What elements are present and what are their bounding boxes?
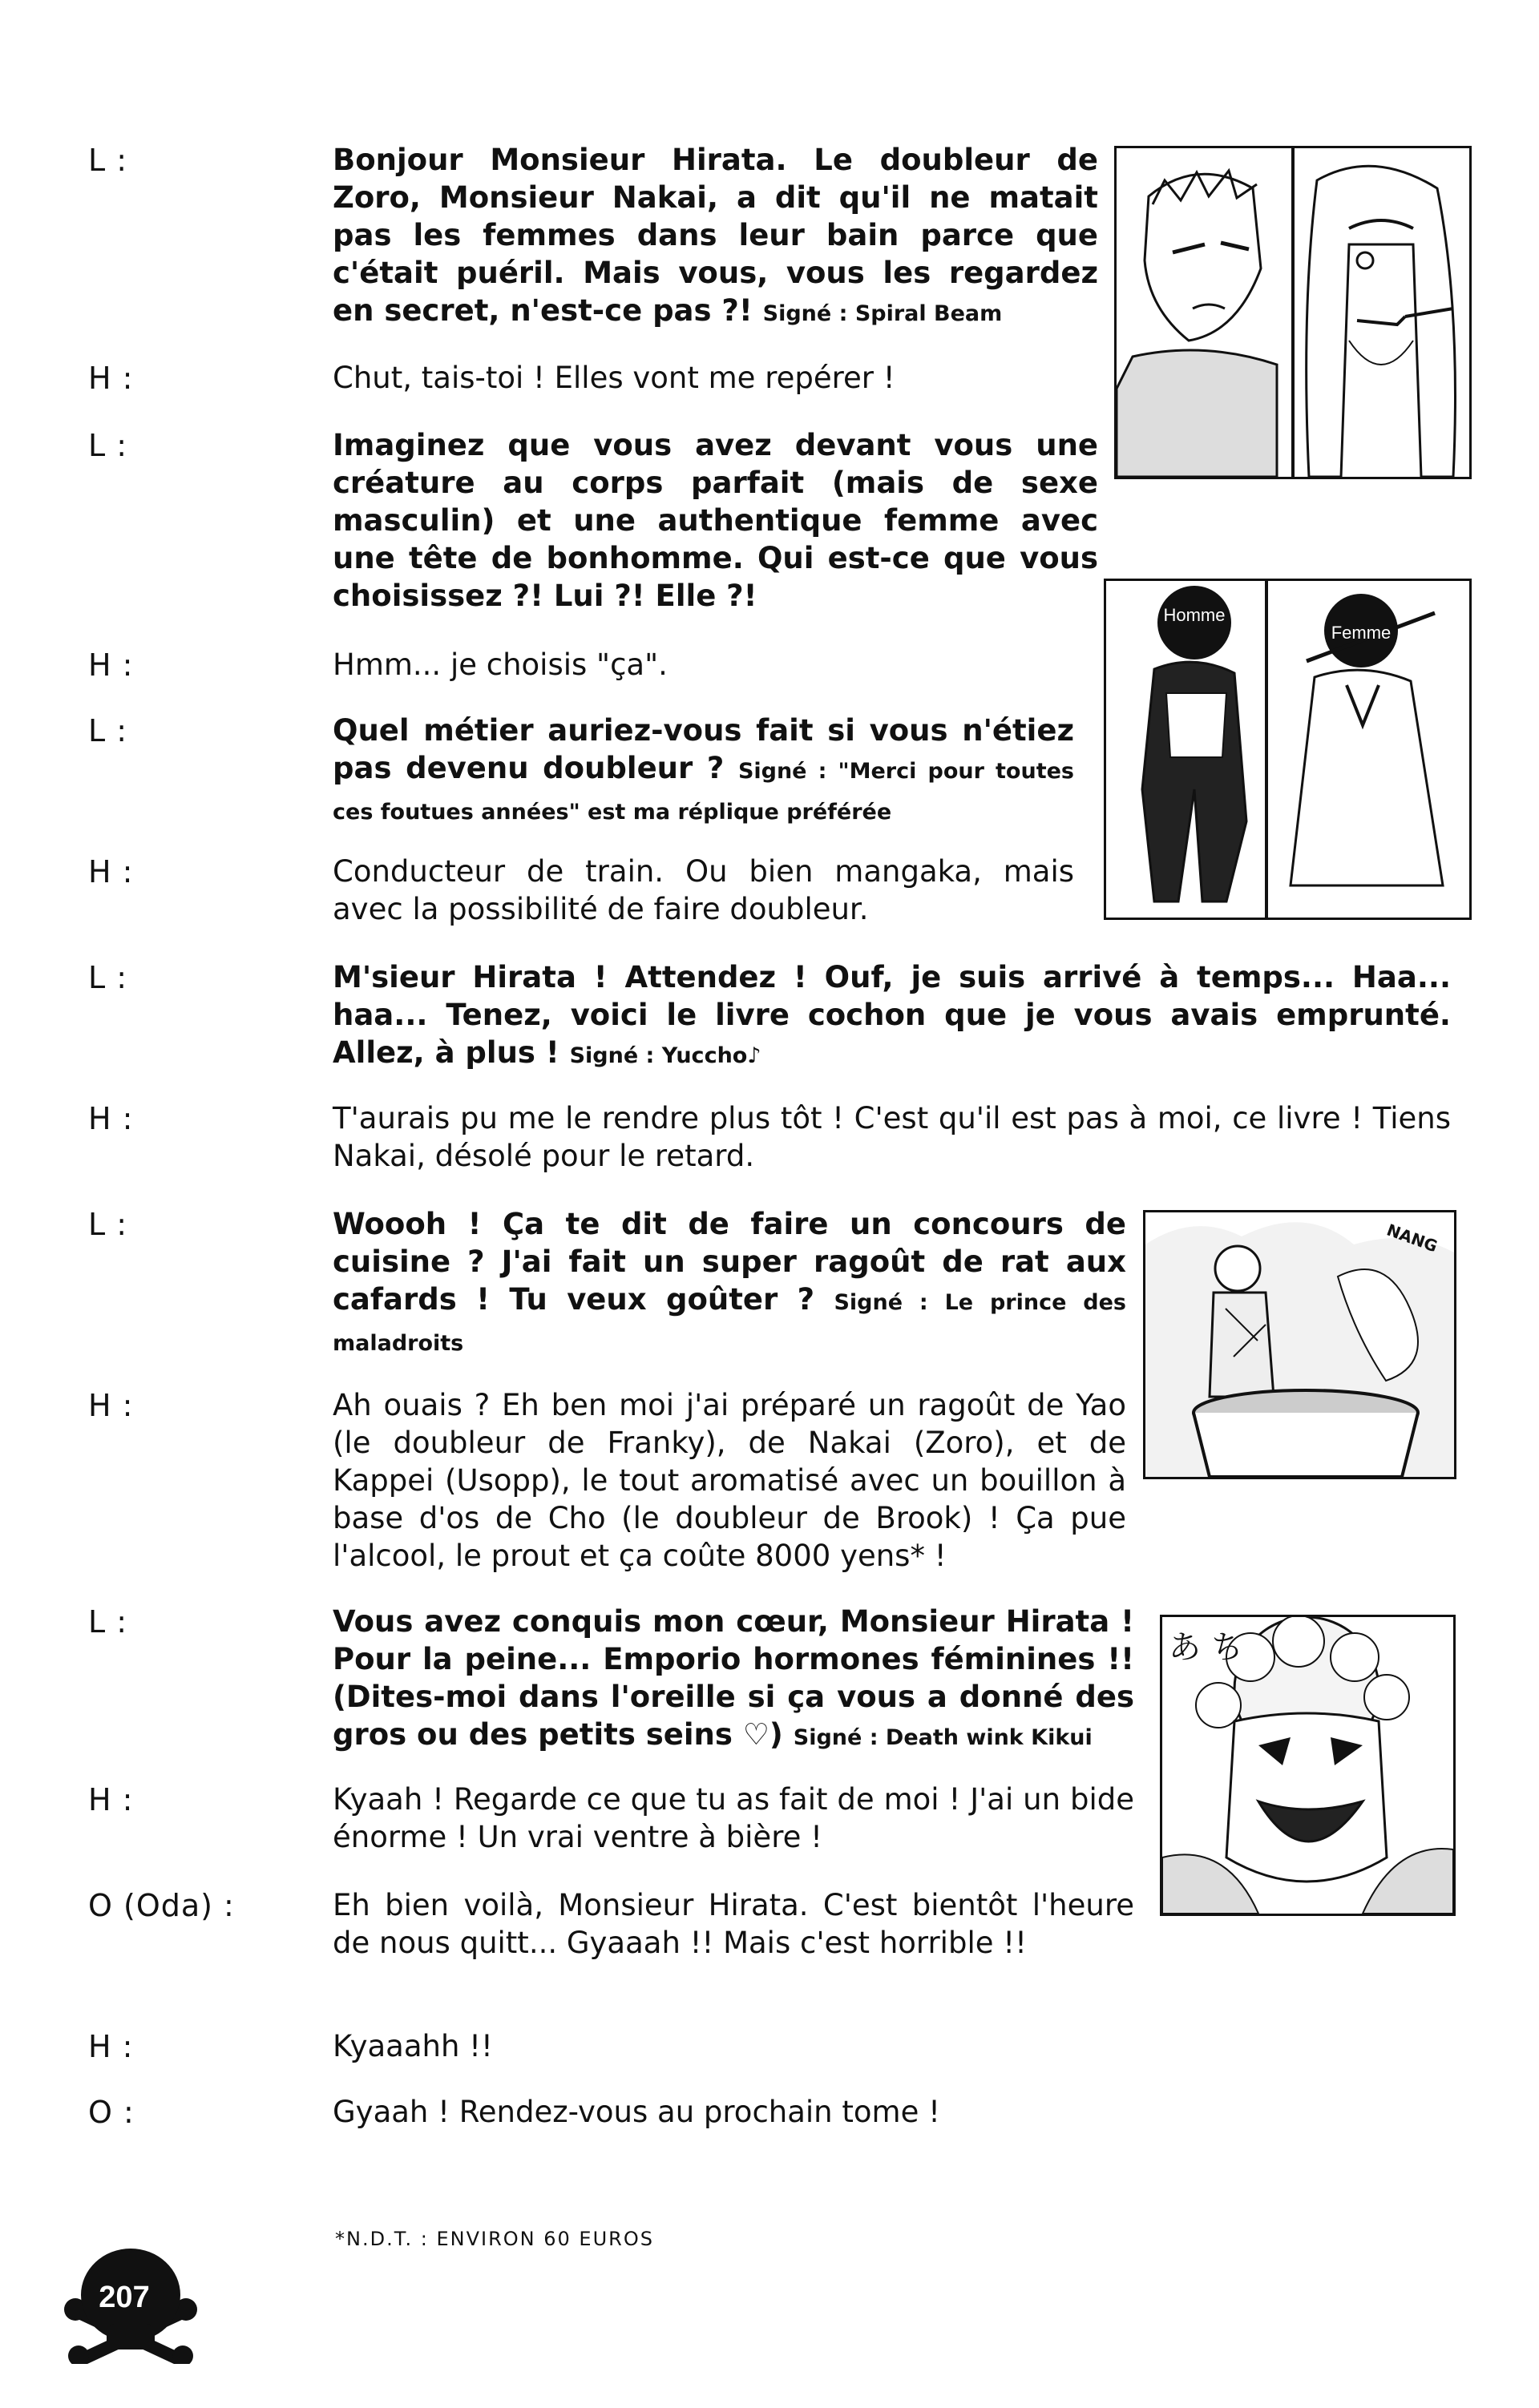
question-text: Quel métier auriez-vous fait si vous n'étiez pas devenu doubleur ? <box>333 713 1074 785</box>
speaker-label: H : <box>88 2029 134 2064</box>
entry-text <box>333 141 1098 333</box>
speaker-label: L : <box>88 1207 128 1242</box>
speaker-label: L : <box>88 1604 128 1640</box>
answer-text: Gyaah ! Rendez-vous au prochain tome ! <box>333 2095 940 2129</box>
illustration-sanji-cooking <box>1143 1210 1456 1479</box>
speaker-label: H : <box>88 854 134 889</box>
speaker-label: H : <box>88 1101 134 1136</box>
answer-text: Eh bien voilà, Monsieur Hirata. C'est bientôt l'heure de nous quitt... Gyaaah !! Mais c'est horrible !! <box>333 1888 1134 1960</box>
speaker-label: L : <box>88 428 128 463</box>
signature: Signé : Death wink Kikui <box>793 1725 1093 1750</box>
sfx-kanji: あ ち <box>1169 1629 1243 1666</box>
speaker-label: L : <box>88 713 128 748</box>
question-text: Bonjour Monsieur Hirata. Le doubleur de Zoro, Monsieur Nakai, a dit qu'il ne matait pas les femmes dans leur bain parce que c'était puéril. Mais vous, vous les regardez en secret, n'est-ce pas ?! <box>333 143 1098 328</box>
sfx-kitchen: NANG <box>1383 1220 1440 1256</box>
speaker-label: H : <box>88 1388 134 1423</box>
question-text: Woooh ! Ça te dit de faire un concours de cuisine ? J'ai fait un super ragoût de rat aux cafards ! Tu veux goûter ? <box>333 1207 1126 1317</box>
question-text: Imaginez que vous avez devant vous une créature au corps parfait (mais de sexe masculin) et une authentique femme avec une tête de bonhomme. Qui est-ce que vous choisissez ?! Lui ?! Elle ?! <box>333 428 1098 613</box>
question-text: Vous avez conquis mon cœur, Monsieur Hirata ! Pour la peine... Emporio hormones féminines !! (Dites-moi dans l'oreille si ça vous a donné des gros ou des petits seins ♡) <box>333 1604 1134 1752</box>
entry-text <box>333 1205 1126 1362</box>
illustration-zoro-sanji <box>1114 146 1472 479</box>
zoro-sanji-drawing <box>1117 148 1469 477</box>
signature: Signé : Le prince des maladroits <box>333 1290 1126 1356</box>
sanji-cooking-drawing <box>1145 1212 1454 1477</box>
page-number: 207 <box>99 2281 150 2314</box>
homme-label: Homme <box>1163 605 1226 625</box>
femme-label: Femme <box>1331 623 1392 643</box>
answer-text: Conducteur de train. Ou bien mangaka, mais avec la possibilité de faire doubleur. <box>333 854 1074 926</box>
answer-text: Hmm... je choisis "ça". <box>333 647 668 682</box>
answer-text: Chut, tais-toi ! Elles vont me repérer ! <box>333 361 895 395</box>
entry-text <box>333 1603 1134 1757</box>
speaker-label: L : <box>88 960 128 995</box>
entry-text <box>333 712 1074 831</box>
speaker-label: H : <box>88 647 134 683</box>
illustration-ivankov <box>1160 1615 1456 1916</box>
homme-femme-drawing <box>1106 581 1469 918</box>
signature: Signé : Spiral Beam <box>762 301 1003 326</box>
speaker-label: O (Oda) : <box>88 1888 235 1923</box>
answer-text: Kyaaahh !! <box>333 2029 493 2063</box>
illustration-homme-femme <box>1104 579 1472 920</box>
signature: Signé : Yuccho♪ <box>569 1043 761 1068</box>
answer-text: Ah ouais ? Eh ben moi j'ai préparé un ragoût de Yao (le doubleur de Franky), de Nakai (Zoro), et de Kappei (Usopp), le tout aromatisé avec un bouillon à base d'os de Cho (le doubleur de Brook) ! Ça pue l'alcool, le prout et ça coûte 8000 yens* ! <box>333 1388 1126 1573</box>
question-text: M'sieur Hirata ! Attendez ! Ouf, je suis arrivé à temps... Haa... haa... Tenez, voici le livre cochon que je vous avais emprunté. Allez, à plus ! <box>333 960 1451 1070</box>
speaker-label: H : <box>88 1782 134 1817</box>
entry-text <box>333 958 1451 1075</box>
translator-footnote: *N.D.T. : ENVIRON 60 EUROS <box>335 2228 654 2250</box>
speaker-label: H : <box>88 361 134 396</box>
answer-text: T'aurais pu me le rendre plus tôt ! C'est qu'il est pas à moi, ce livre ! Tiens Nakai, désolé pour le retard. <box>333 1101 1451 1173</box>
answer-text: Kyaah ! Regarde ce que tu as fait de moi ! J'ai un bide énorme ! Un vrai ventre à bière ! <box>333 1782 1134 1854</box>
signature: Signé : "Merci pour toutes ces foutues années" est ma réplique préférée <box>333 759 1074 825</box>
speaker-label: L : <box>88 143 128 178</box>
speaker-label: O : <box>88 2095 135 2130</box>
